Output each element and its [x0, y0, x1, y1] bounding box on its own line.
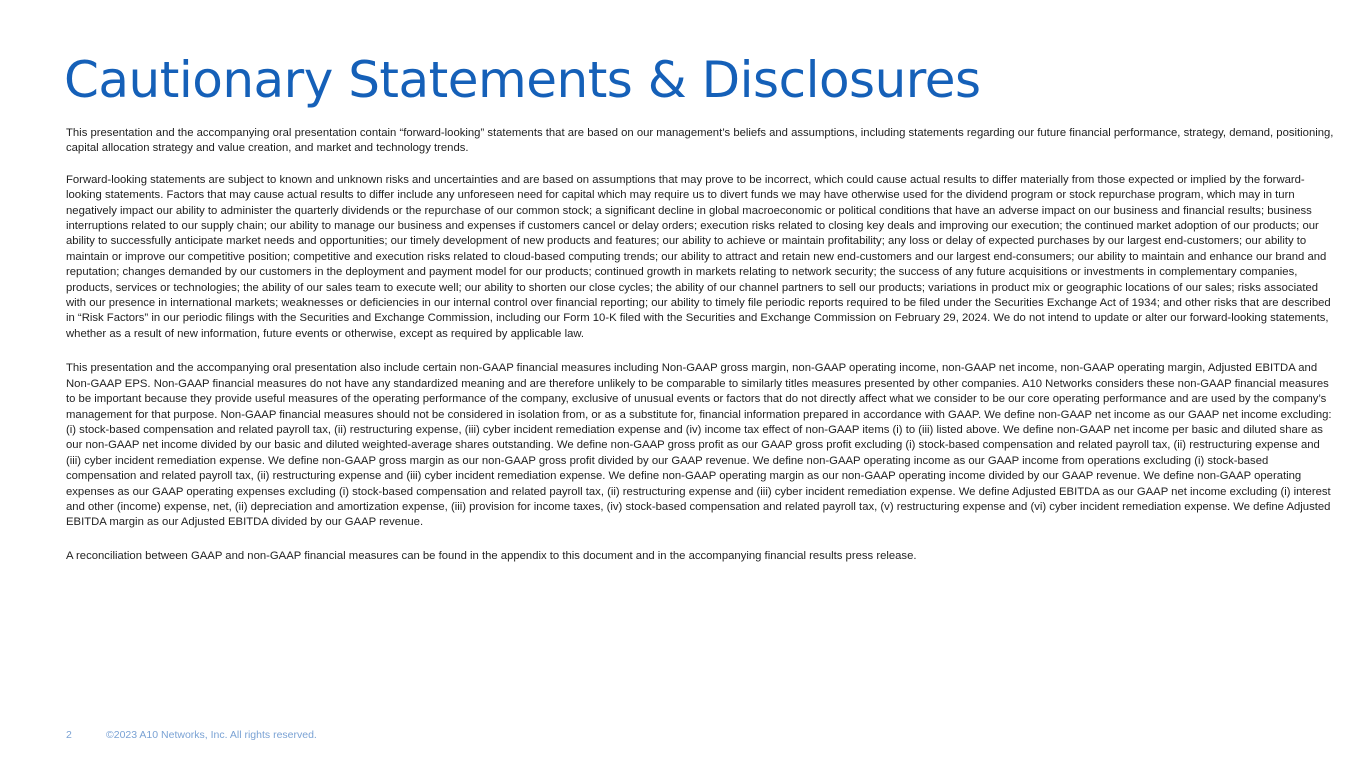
- reconciliation-paragraph: A reconciliation between GAAP and non-GAAP financial measures can be found in the appendix to this document and in the accompanying financial results press release.: [66, 549, 917, 562]
- risk-factors-paragraph: Forward-looking statements are subject to known and unknown risks and uncertainties and are based on assumptions that may prove to be incorrect, which could cause actual results to differ materially from those expected or implied by the forward-looking statements. Factors that may cause actual results to differ include any unforeseen need for capital which may require us to divert funds we may have otherwise used for the dividend program or stock repurchase program, which may in turn negatively impact our ability to administer the quarterly dividends or the repurchase of our common stock; a significant decline in global macroeconomic or political conditions that have an adverse impact on our business and financial results; business interruptions related to our supply chain; our ability to manage our business and expenses if customers cancel or delay orders; execution risks related to closing key deals and improving our execution; the continued market adoption of our products; our ability to successfully anticipate market needs and opportunities; our timely development of new products and features; our ability to achieve or maintain profitability; any loss or delay of expected purchases by our largest end-customers; our ability to maintain or improve our competitive position; competitive and execution risks related to cloud-based computing trends; our ability to attract and retain new end-customers and our largest end-consumers; our ability to maintain and enhance our brand and reputation; changes demanded by our customers in the deployment and payment model for our products; continued growth in markets relating to network security; the success of any future acquisitions or investments in complementary companies, products, services or technologies; the ability of our sales team to execute well; our ability to shorten our close cycles; the ability of our channel partners to sell our products; variations in product mix or geographic locations of our sales; risks associated with our presence in international markets; weaknesses or deficiencies in our internal control over financial reporting; our ability to timely file periodic reports required to be filed under the Securities Exchange Act of 1934; and other risks that are described in “Risk Factors” in our periodic filings with the Securities and Exchange Commission, including our Form 10-K filed with the Securities and Exchange Commission on February 29, 2024. We do not intend to update or alter our forward-looking statements, whether as a result of new information, future events or otherwise, except as required by applicable law.: [66, 173, 1331, 340]
- slide-footer: [66, 728, 317, 742]
- disclosure-body: [66, 126, 1334, 564]
- forward-looking-intro-paragraph: This presentation and the accompanying oral presentation contain “forward-looking” statements that are based on our management’s beliefs and assumptions, including statements regarding our future financial performance, strategy, demand, positioning, capital allocation strategy and value creation, and market and technology trends.: [66, 127, 1334, 155]
- slide-title: Cautionary Statements & Disclosures: [64, 51, 981, 109]
- copyright-notice: ©2023 A10 Networks, Inc. All rights reserved.: [106, 729, 317, 741]
- non-gaap-measures-paragraph: This presentation and the accompanying oral presentation also include certain non-GAAP financial measures including Non-GAAP gross margin, non-GAAP operating income, non-GAAP net income, non-GAAP operating margin, Adjusted EBITDA and Non-GAAP EPS. Non-GAAP financial measures do not have any standardized meaning and are therefore unlikely to be comparable to similarly titles measures presented by other companies. A10 Networks considers these non-GAAP financial measures to be important because they provide useful measures of the operating performance of the company, exclusive of unusual events or factors that do not directly affect what we consider to be our core operating performance and are used by the company’s management for that purpose. Non-GAAP financial measures should not be considered in isolation from, or as a substitute for, financial information prepared in accordance with GAAP. We define non-GAAP net income as our GAAP net income excluding: (i) stock-based compensation and related payroll tax, (ii) restructuring expense, (iii) cyber incident remediation expense and (iv) income tax effect of non-GAAP items (i) to (iii) listed above. We define non-GAAP net income per basic and diluted share as our non-GAAP net income divided by our basic and diluted weighted-average shares outstanding. We define non-GAAP gross profit as our GAAP gross profit excluding (i) stock-based compensation and related payroll tax, (ii) restructuring expense and (iii) cyber incident remediation expense. We define non-GAAP gross margin as our non-GAAP gross profit divided by our GAAP revenue. We define non-GAAP operating income as our GAAP income from operations excluding (i) stock-based compensation and related payroll tax, (ii) restructuring expense and (iii) cyber incident remediation expense. We define non-GAAP operating margin as our non-GAAP operating income divided by our GAAP revenue. We define non-GAAP operating expenses as our GAAP operating expenses excluding (i) stock-based compensation and related payroll tax, (ii) restructuring expense and (iii) cyber incident remediation expense. We define Adjusted EBITDA as our GAAP net income excluding (i) interest and other (income) expense, net, (ii) depreciation and amortization expense, (iii) provision for income taxes, (iv) stock-based compensation and related payroll tax, (v) restructuring expense and (vi) cyber incident remediation expense. We define Adjusted EBITDA margin as our Adjusted EBITDA divided by our GAAP revenue.: [66, 362, 1332, 529]
- page-number: 2: [66, 729, 72, 741]
